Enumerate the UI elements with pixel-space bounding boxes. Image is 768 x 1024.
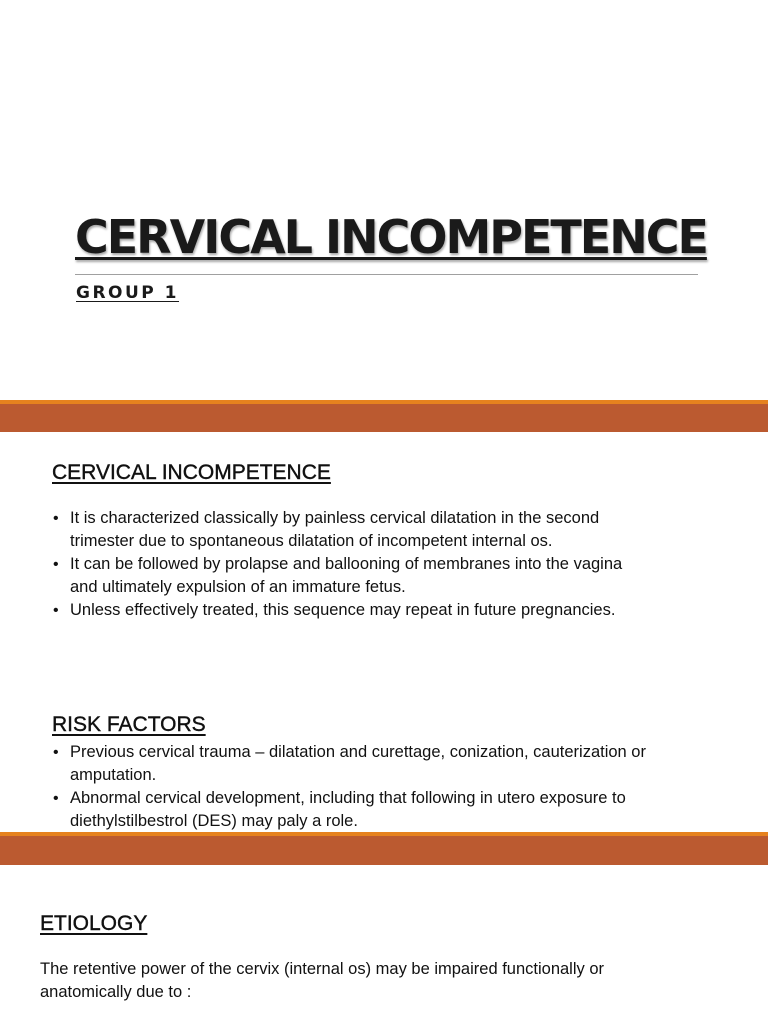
slide-separator bbox=[0, 404, 768, 432]
list-item: • Abnormal cervical development, including that following in utero exposure to diethylstilbestrol (DES) may paly a role. bbox=[52, 787, 650, 833]
section-heading-risk-factors: RISK FACTORS bbox=[52, 713, 206, 736]
slide-separator bbox=[0, 836, 768, 865]
list-item: • It is characterized classically by painless cervical dilatation in the second trimester due to spontaneous dilatation of incompetent internal os. bbox=[52, 507, 650, 553]
list-item: • Unless effectively treated, this sequence may repeat in future pregnancies. bbox=[52, 599, 650, 622]
title-slide bbox=[0, 0, 768, 400]
etiology-paragraph: The retentive power of the cervix (internal os) may be impaired functionally or anatomically due to : bbox=[40, 960, 605, 1001]
slide-title: CERVICAL INCOMPETENCE bbox=[75, 210, 707, 264]
title-divider bbox=[75, 274, 698, 275]
section-heading-cervical-incompetence: CERVICAL INCOMPETENCE bbox=[52, 461, 331, 484]
list-item: • Previous cervical trauma – dilatation and curettage, conization, cauterization or amputation. bbox=[52, 741, 650, 787]
risk-factors-list bbox=[52, 741, 650, 833]
section-heading-etiology: ETIOLOGY bbox=[40, 912, 148, 935]
slide-subtitle: GROUP 1 bbox=[76, 283, 180, 303]
definition-list bbox=[52, 507, 650, 622]
list-item: • It can be followed by prolapse and ballooning of membranes into the vagina and ultimately expulsion of an immature fetus. bbox=[52, 553, 650, 599]
